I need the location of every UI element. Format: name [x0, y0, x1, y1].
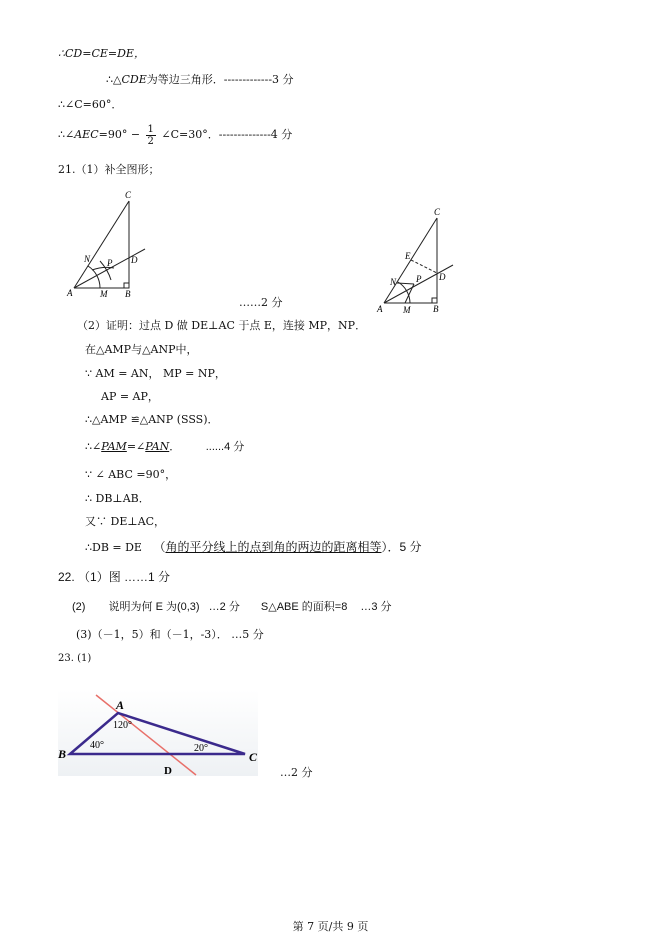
q22-line1: 22. （1）图 ……1 分: [58, 570, 171, 584]
q21-since2: AP = AP，: [101, 390, 159, 403]
angle-b-value: 40°: [90, 740, 104, 751]
label-c: C: [249, 750, 258, 764]
label-d: D: [131, 255, 138, 265]
label-m: M: [100, 289, 108, 299]
fraction-one-half: $\frac{1}{2}$: [147, 123, 154, 147]
q21-congruence: ∴△AMP ≌△ANP (SSS)．: [85, 413, 219, 426]
q21-header: 21.（1）补全图形；: [58, 163, 160, 176]
q23-header: 23. (1): [58, 653, 92, 664]
q21-db-eq-de: ∴DB = DE （角的平分线上的点到角的两边的距离相等）．5 分: [85, 540, 422, 554]
label-b: B: [125, 289, 131, 299]
label-c: C: [434, 207, 441, 217]
label-a: A: [116, 698, 125, 712]
q21-since1: ∵ AM = AN， MP = NP，: [85, 367, 226, 380]
q20-line3: ∴∠C=60°．: [58, 98, 123, 111]
q23-score: …2 分: [280, 766, 313, 779]
q21-reason: 角的平分线上的点到角的两边的距离相等: [165, 540, 382, 554]
q21-abc-90: ∵ ∠ ABC =90°，: [85, 468, 177, 481]
label-e: E: [405, 251, 411, 261]
q21-angle-equal: ∴∠PAM=∠PAN． ......4 分: [85, 440, 245, 453]
angle-c-value: 20°: [194, 743, 208, 754]
q22-line2: (2) 说明为何 E 为(0,3) …2 分 S△ABE 的面积=8 …3 分: [72, 601, 392, 613]
label-b: B: [58, 747, 67, 761]
q20-line2: ∴△CDE为等边三角形．-------------3 分: [106, 73, 294, 86]
label-p: P: [107, 258, 113, 268]
q22-line3: (3)（－1，5）和（－1，-3）． …5 分: [76, 628, 264, 641]
q20-line4: ∴∠AEC=90° − $\frac{1}{2}$ ∠C=30°．--------------4 分: [58, 123, 293, 147]
q21-db-perp-ab: ∴ DB⊥AB．: [85, 492, 150, 505]
label-n: N: [84, 254, 91, 264]
q21-de-perp-ac: 又∵ DE⊥AC，: [85, 515, 166, 528]
label-p: P: [416, 274, 422, 284]
q20-line1: ∴CD=CE=DE，: [58, 47, 145, 60]
label-d: D: [164, 765, 172, 777]
q21-in-triangles: 在△AMP与△ANP中，: [85, 343, 198, 356]
label-c: C: [125, 190, 132, 200]
label-m: M: [403, 305, 411, 315]
label-n: N: [390, 277, 397, 287]
label-a: A: [377, 304, 383, 314]
label-b: B: [433, 304, 439, 314]
page-footer: 第 7 页/共 9 页: [292, 920, 369, 933]
q21-proof-intro: （2）证明：过点 D 做 DE⊥AC 于点 E，连接 MP，NP．: [77, 319, 367, 332]
label-a: A: [67, 288, 73, 298]
q21-score2: ......4 分: [205, 441, 245, 453]
label-d: D: [439, 272, 446, 282]
q21-score1: ……2 分: [239, 296, 283, 309]
angle-a-value: 120°: [113, 720, 132, 731]
red-perpendicular-line: [96, 695, 196, 775]
